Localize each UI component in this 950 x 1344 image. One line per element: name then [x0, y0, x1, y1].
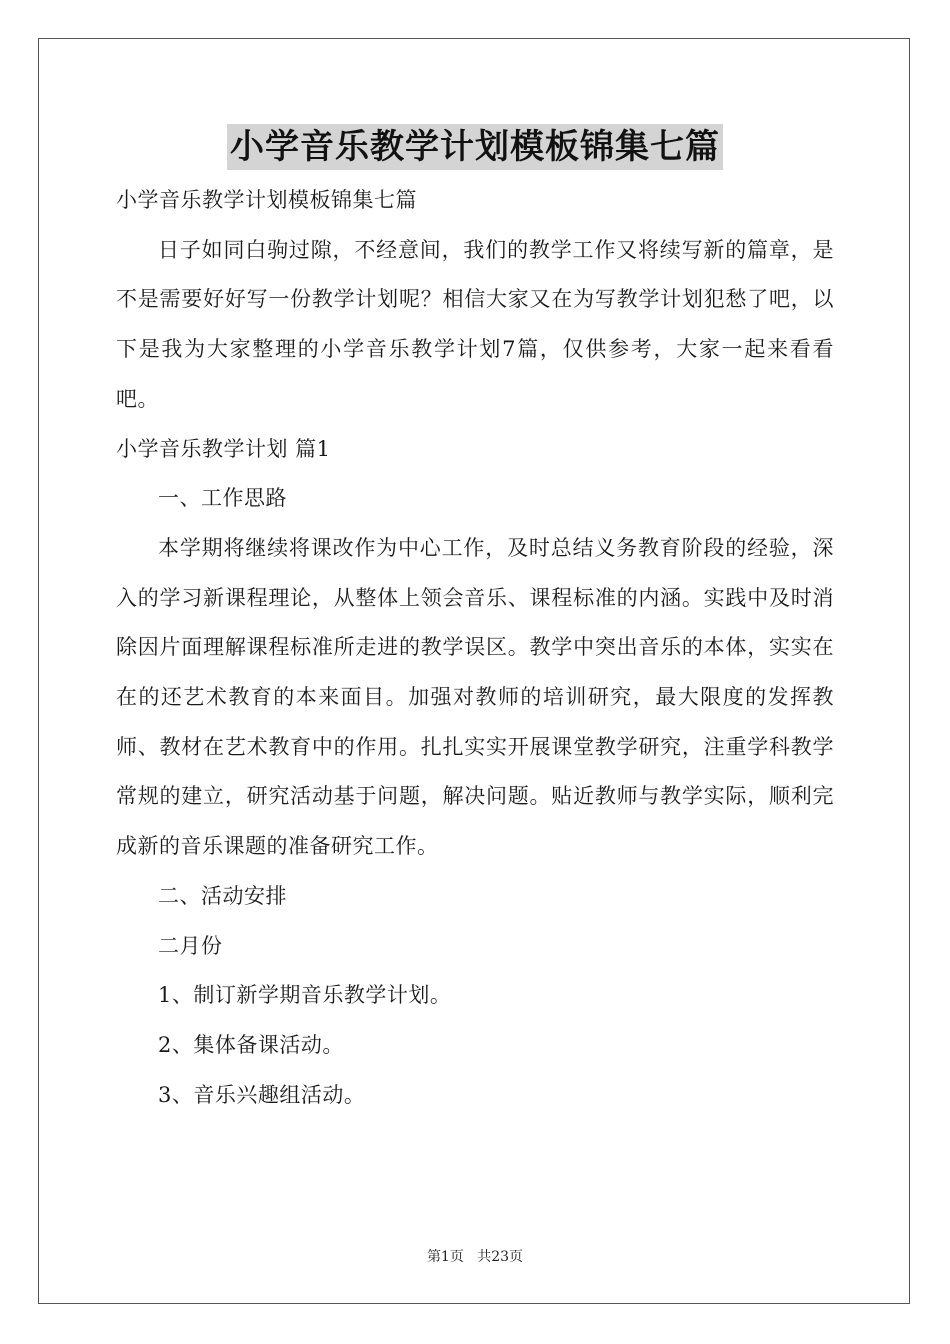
total-pages: 共23页	[477, 1249, 524, 1265]
subtitle-line: 小学音乐教学计划模板锦集七篇	[116, 188, 417, 212]
sub-heading-activities: 二、活动安排	[158, 883, 287, 908]
page-number: 第1页	[426, 1249, 464, 1265]
list-item: 3、音乐兴趣组活动。	[158, 1082, 366, 1107]
list-item: 2、集体备课活动。	[158, 1032, 344, 1057]
document-title: 小学音乐教学计划模板锦集七篇	[227, 124, 723, 170]
body-paragraph: 本学期将继续将课改作为中心工作，及时总结义务教育阶段的经验，深入的学习新课程理论，从整体上领会音乐、课程标准的内涵。实践中及时消除因片面理解课程标准所走进的教学误区。教学中突出音乐的本体，实实在在的还艺术教育的本来面目。加强对教师的培训研究，最大限度的发挥教师、教材在艺术教育中的作用。扎扎实实开展课堂教学研究，注重学科教学常规的建立，研究活动基于问题，解决问题。贴近教师与教学实际，顺利完成新的音乐课题的准备研究工作。	[116, 535, 834, 859]
section-heading: 小学音乐教学计划 篇1	[116, 436, 331, 461]
list-item: 1、制订新学期音乐教学计划。	[158, 983, 452, 1008]
sub-heading-work-ideas: 一、工作思路	[158, 486, 287, 511]
page-footer	[0, 1246, 950, 1266]
document-body	[116, 176, 834, 1120]
intro-paragraph: 日子如同白驹过隙，不经意间，我们的教学工作又将续写新的篇章，是不是需要好好写一份教学计划呢？相信大家又在为写教学计划犯愁了吧，以下是我为大家整理的小学音乐教学计划7篇，仅供参考，大家一起来看看吧。	[116, 237, 834, 411]
month-label: 二月份	[158, 933, 223, 958]
title-wrapper	[0, 124, 950, 170]
